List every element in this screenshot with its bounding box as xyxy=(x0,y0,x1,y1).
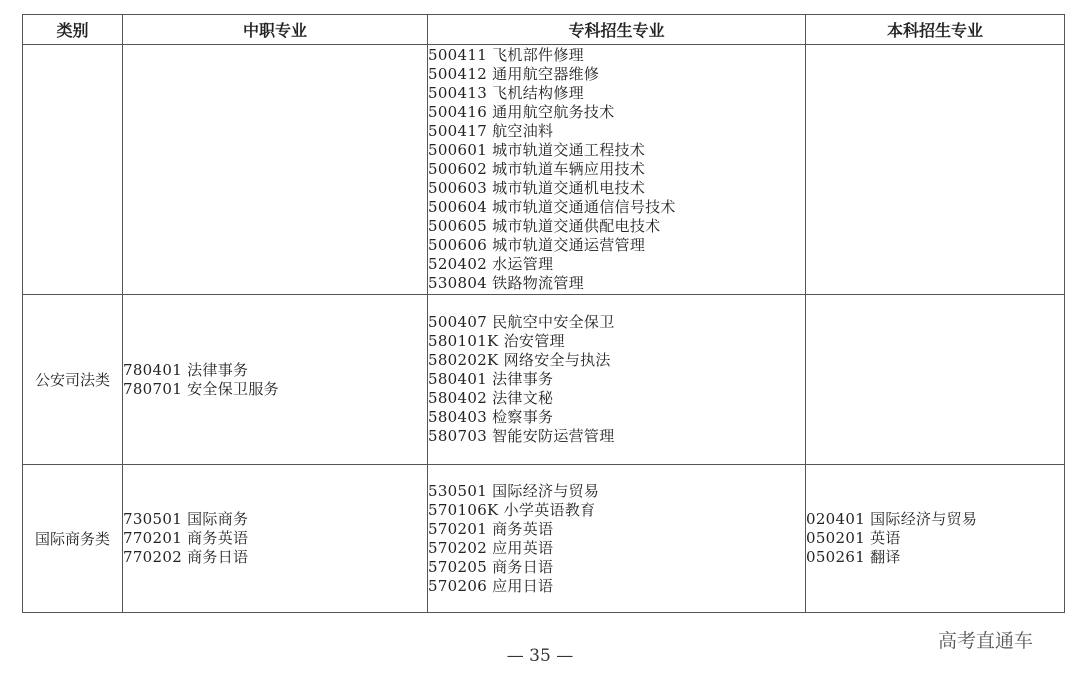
header-category: 类别 xyxy=(23,15,123,45)
list-item: 520402 水运管理 xyxy=(428,255,554,273)
undergraduate-majors-cell xyxy=(806,465,1065,613)
list-item: 770201 商务英语 xyxy=(123,529,249,547)
secondary-majors-cell xyxy=(123,295,428,465)
header-vocational-major: 专科招生专业 xyxy=(428,15,806,45)
list-item: 580101K 治安管理 xyxy=(428,332,565,350)
list-item: 580402 法律文秘 xyxy=(428,389,554,407)
list-item: 730501 国际商务 xyxy=(123,510,249,528)
list-item: 570206 应用日语 xyxy=(428,576,554,595)
list-item: 570106K 小学英语教育 xyxy=(428,500,596,519)
list-item: 570202 应用英语 xyxy=(428,538,554,557)
list-item: 500605 城市轨道交通供配电技术 xyxy=(428,217,661,235)
table-row xyxy=(23,465,1065,613)
category-cell: 国际商务类 xyxy=(23,465,123,613)
list-item: 500601 城市轨道交通工程技术 xyxy=(428,141,646,159)
list-item: 580403 检察事务 xyxy=(428,408,554,426)
vocational-majors-cell xyxy=(428,295,806,465)
secondary-majors-cell xyxy=(123,465,428,613)
list-item: 500602 城市轨道车辆应用技术 xyxy=(428,160,646,178)
list-item: 050261 翻译 xyxy=(806,548,901,566)
list-item: 770202 商务日语 xyxy=(123,548,249,566)
header-undergraduate-major: 本科招生专业 xyxy=(806,15,1065,45)
list-item: 500413 飞机结构修理 xyxy=(428,84,584,102)
list-item: 570201 商务英语 xyxy=(428,519,554,538)
page-number: — 35 — xyxy=(506,646,574,666)
category-cell: 公安司法类 xyxy=(23,295,123,465)
secondary-majors-cell xyxy=(123,45,428,295)
vocational-majors-cell xyxy=(428,465,806,613)
list-item: 580401 法律事务 xyxy=(428,370,554,388)
list-item: 500603 城市轨道交通机电技术 xyxy=(428,179,646,197)
table-row xyxy=(23,45,1065,295)
list-item: 500604 城市轨道交通通信信号技术 xyxy=(428,198,676,216)
header-secondary-major: 中职专业 xyxy=(123,15,428,45)
list-item: 580703 智能安防运营管理 xyxy=(428,427,615,445)
vocational-majors-cell xyxy=(428,45,806,295)
list-item: 530804 铁路物流管理 xyxy=(428,274,584,292)
list-item: 780701 安全保卫服务 xyxy=(123,379,279,398)
list-item: 050201 英语 xyxy=(806,529,901,547)
list-item: 500606 城市轨道交通运营管理 xyxy=(428,236,646,254)
majors-table xyxy=(22,14,1065,613)
list-item: 500416 通用航空航务技术 xyxy=(428,103,615,121)
watermark-text: 高考直通车 xyxy=(938,630,1034,652)
list-item: 500407 民航空中安全保卫 xyxy=(428,313,615,331)
list-item: 530501 国际经济与贸易 xyxy=(428,481,600,500)
list-item: 570205 商务日语 xyxy=(428,557,554,576)
table-row xyxy=(23,295,1065,465)
list-item: 500417 航空油料 xyxy=(428,122,554,140)
list-item: 780401 法律事务 xyxy=(123,360,249,379)
header-row xyxy=(23,15,1065,45)
undergraduate-majors-cell xyxy=(806,45,1065,295)
category-cell xyxy=(23,45,123,295)
undergraduate-majors-cell xyxy=(806,295,1065,465)
list-item: 580202K 网络安全与执法 xyxy=(428,351,611,369)
list-item: 500412 通用航空器维修 xyxy=(428,65,600,83)
list-item: 020401 国际经济与贸易 xyxy=(806,510,978,528)
list-item: 500411 飞机部件修理 xyxy=(428,46,584,64)
